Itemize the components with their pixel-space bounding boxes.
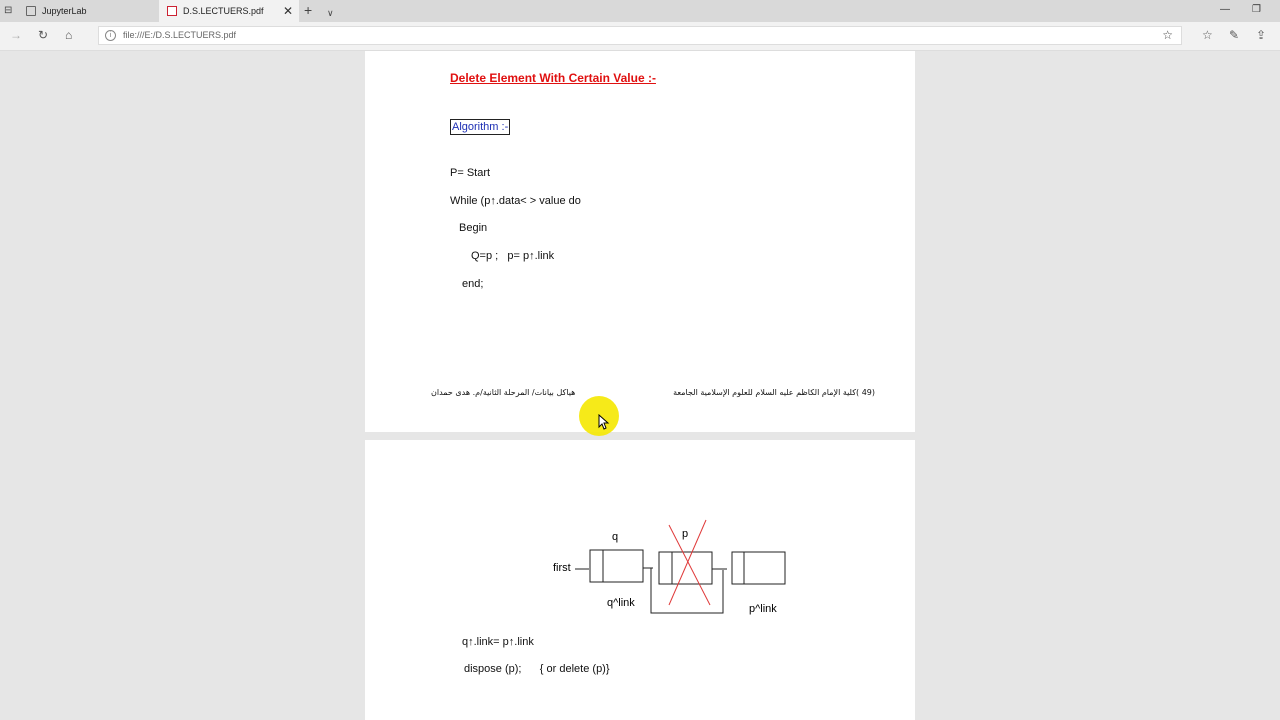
footer-right: (49 )كلية الإمام الكاظم عليه السلام للعلوم الإسلامية الجامعة: [673, 388, 875, 397]
close-tab-icon[interactable]: ✕: [282, 4, 293, 18]
first-label: first: [553, 562, 571, 574]
tab-label: JupyterLab: [42, 6, 87, 16]
tab-bar: [0, 0, 1280, 22]
code-line: dispose (p); { or delete (p)}: [464, 663, 610, 675]
info-icon[interactable]: i: [105, 30, 116, 41]
pdf-icon: [167, 6, 177, 16]
q-label: q: [612, 531, 619, 543]
address-bar[interactable]: [98, 26, 1182, 45]
tab-jupyterlab[interactable]: [18, 0, 158, 22]
address-toolbar: [0, 22, 1280, 51]
home-icon[interactable]: ⌂: [65, 28, 73, 42]
address-text: file:///E:/D.S.LECTUERS.pdf: [123, 30, 237, 40]
mouse-pointer-icon: [598, 414, 610, 430]
minimize-icon[interactable]: —: [1220, 4, 1230, 15]
cross-line-1: [669, 525, 710, 605]
refresh-icon[interactable]: ↻: [38, 28, 49, 42]
page-icon: [26, 6, 36, 16]
back-arrow-icon[interactable]: →: [10, 28, 22, 42]
algorithm-label: Algorithm :-: [452, 121, 509, 133]
tab-pdf[interactable]: [159, 0, 299, 22]
tab-label: D.S.LECTUERS.pdf: [183, 6, 264, 16]
code-line: end;: [462, 278, 484, 290]
p-label: p: [682, 528, 689, 540]
restore-icon[interactable]: ❐: [1252, 4, 1261, 15]
footer-left: هياكل بيانات/ المرحلة الثانية/م. هدى حمدان: [431, 388, 576, 397]
pdf-page-2: [365, 440, 915, 720]
q-link-label: q^link: [607, 597, 635, 609]
section-heading: Delete Element With Certain Value :-: [450, 71, 656, 85]
favorite-star-icon[interactable]: ☆: [1162, 28, 1173, 42]
code-line: Q=p ; p= p↑.link: [471, 250, 555, 262]
p-link-label: p^link: [749, 603, 777, 615]
code-line: P= Start: [450, 167, 491, 179]
pen-icon[interactable]: ✎: [1229, 28, 1240, 42]
code-line: While (p↑.data< > value do: [450, 195, 581, 207]
pdf-page-1: [365, 51, 915, 432]
node-next: [732, 552, 785, 584]
node-q: [590, 550, 643, 582]
new-tab-icon[interactable]: +: [304, 2, 313, 18]
favorites-hub-icon[interactable]: ☆: [1202, 28, 1213, 42]
linked-list-diagram: [365, 500, 915, 700]
chevron-down-icon[interactable]: ∨: [327, 8, 334, 18]
code-line: q↑.link= p↑.link: [462, 636, 534, 648]
code-line: Begin: [459, 222, 488, 234]
share-icon[interactable]: ⇪: [1256, 28, 1267, 42]
tab-actions-icon[interactable]: ⊟: [4, 5, 13, 16]
